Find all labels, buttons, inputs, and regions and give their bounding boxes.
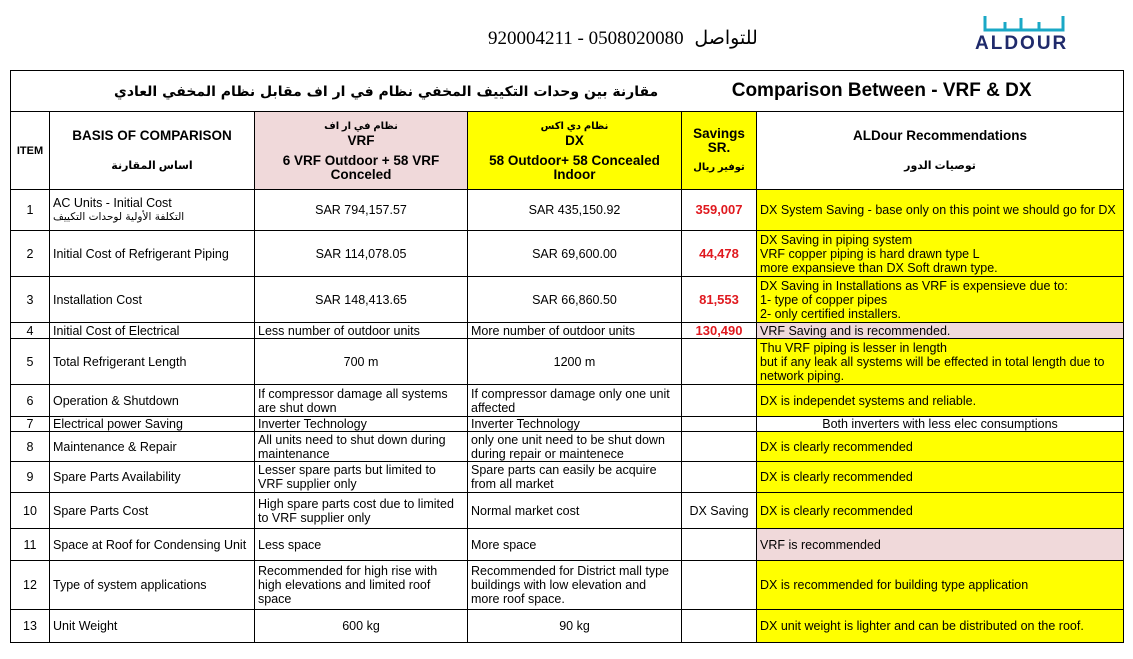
basis-cell: Installation Cost xyxy=(50,277,255,323)
savings-cell xyxy=(682,339,757,385)
basis-cell: Spare Parts Cost xyxy=(50,493,255,529)
item-number: 9 xyxy=(11,462,50,493)
basis-label-ar: اساس المقارنة xyxy=(111,159,193,172)
comparison-table xyxy=(10,70,1124,643)
recommendation-cell: DX is clearly recommended xyxy=(757,493,1124,529)
vrf-label-ar: نظام في ار اف xyxy=(324,120,398,132)
recommendation-cell: VRF is recommended xyxy=(757,529,1124,561)
item-number: 5 xyxy=(11,339,50,385)
dx-cell: Normal market cost xyxy=(468,493,682,529)
rec-label-ar: توصيات الدور xyxy=(904,159,976,172)
contact-label: للتواصل xyxy=(694,28,758,49)
basis-cell: Total Refrigerant Length xyxy=(50,339,255,385)
vrf-cell: High spare parts cost due to limited to VRF supplier only xyxy=(255,493,468,529)
logo-arabic-mark xyxy=(981,14,1069,32)
recommendation-cell: DX System Saving - base only on this point we should go for DX xyxy=(757,190,1124,231)
basis-cell: Spare Parts Availability xyxy=(50,462,255,493)
dx-label-title: DX xyxy=(565,132,584,148)
vrf-cell: SAR 794,157.57 xyxy=(255,190,468,231)
vrf-cell: SAR 114,078.05 xyxy=(255,231,468,277)
col-header-recommendations xyxy=(757,112,1124,190)
basis-cell: Space at Roof for Condensing Unit xyxy=(50,529,255,561)
dx-cell: 1200 m xyxy=(468,339,682,385)
vrf-cell: Lesser spare parts but limited to VRF supplier only xyxy=(255,462,468,493)
basis-cell: Operation & Shutdown xyxy=(50,385,255,417)
col-header-basis xyxy=(50,112,255,190)
table-row xyxy=(11,190,1124,231)
dx-cell: SAR 66,860.50 xyxy=(468,277,682,323)
basis-text: AC Units - Initial Cost xyxy=(53,196,172,210)
item-number: 6 xyxy=(11,385,50,417)
col-header-vrf xyxy=(255,112,468,190)
aldour-logo xyxy=(975,14,1073,54)
dx-cell: More number of outdoor units xyxy=(468,323,682,339)
savings-cell: 44,478 xyxy=(682,231,757,277)
basis-cell: Initial Cost of Electrical xyxy=(50,323,255,339)
savings-cell xyxy=(682,462,757,493)
vrf-cell: All units need to shut down during maintenance xyxy=(255,432,468,462)
table-row xyxy=(11,462,1124,493)
table-row xyxy=(11,561,1124,610)
header-row xyxy=(11,112,1124,190)
item-number: 7 xyxy=(11,417,50,432)
contact-info xyxy=(488,27,758,50)
item-number: 10 xyxy=(11,493,50,529)
item-number: 13 xyxy=(11,610,50,643)
basis-cell: Initial Cost of Refrigerant Piping xyxy=(50,231,255,277)
table-row xyxy=(11,385,1124,417)
col-header-dx xyxy=(468,112,682,190)
dx-cell: If compressor damage only one unit affected xyxy=(468,385,682,417)
dx-cell: Inverter Technology xyxy=(468,417,682,432)
title-arabic: مقارنة بين وحدات التكييف المخفي نظام في ار اف مقابل نظام المخفي العادي xyxy=(114,83,659,100)
dx-label-ar: نظام دي اكس xyxy=(540,120,609,132)
title-row xyxy=(11,71,1124,112)
table-row xyxy=(11,231,1124,277)
savings-cell: 359,007 xyxy=(682,190,757,231)
recommendation-cell: DX unit weight is lighter and can be distributed on the roof. xyxy=(757,610,1124,643)
dx-cell: More space xyxy=(468,529,682,561)
savings-cell xyxy=(682,529,757,561)
savings-cell xyxy=(682,610,757,643)
dx-cell: 90 kg xyxy=(468,610,682,643)
savings-cell xyxy=(682,561,757,610)
savings-cell xyxy=(682,385,757,417)
vrf-label-title: VRF xyxy=(347,132,375,148)
dx-cell: SAR 69,600.00 xyxy=(468,231,682,277)
dx-cell: Recommended for District mall type buildings with low elevation and more roof space. xyxy=(468,561,682,610)
table-row xyxy=(11,417,1124,432)
recommendation-cell: DX Saving in Installations as VRF is expensieve due to: 1- type of copper pipes 2- only certified installers. xyxy=(757,277,1124,323)
dx-label-desc: 58 Outdoor+ 58 Concealed Indoor xyxy=(489,152,660,182)
savings-label-en: Savings SR. xyxy=(693,125,745,155)
item-number: 12 xyxy=(11,561,50,610)
item-number: 2 xyxy=(11,231,50,277)
vrf-cell: SAR 148,413.65 xyxy=(255,277,468,323)
item-number: 3 xyxy=(11,277,50,323)
savings-cell: 81,553 xyxy=(682,277,757,323)
item-number: 1 xyxy=(11,190,50,231)
savings-cell: 130,490 xyxy=(682,323,757,339)
table-row xyxy=(11,323,1124,339)
savings-cell: DX Saving xyxy=(682,493,757,529)
item-number: 4 xyxy=(11,323,50,339)
recommendation-cell: DX is independet systems and reliable. xyxy=(757,385,1124,417)
table-row xyxy=(11,610,1124,643)
savings-cell xyxy=(682,432,757,462)
recommendation-cell: DX is recommended for building type application xyxy=(757,561,1124,610)
col-header-savings xyxy=(682,112,757,190)
vrf-cell: If compressor damage all systems are shut down xyxy=(255,385,468,417)
basis-cell: Unit Weight xyxy=(50,610,255,643)
item-number: 11 xyxy=(11,529,50,561)
savings-cell xyxy=(682,417,757,432)
vrf-label-desc: 6 VRF Outdoor + 58 VRF Conceled xyxy=(282,152,440,182)
basis-cell: Type of system applications xyxy=(50,561,255,610)
basis-text-ar: التكلفة الأولية لوحدات التكييف xyxy=(53,211,185,223)
logo-english: ALDOUR xyxy=(975,33,1069,54)
savings-label-ar: توفير ريال xyxy=(693,161,745,173)
dx-cell: Spare parts can easily be acquire from all market xyxy=(468,462,682,493)
table-row xyxy=(11,493,1124,529)
recommendation-cell: DX Saving in piping system VRF copper piping is hard drawn type L more expansieve than DX Soft drawn type. xyxy=(757,231,1124,277)
table-row xyxy=(11,277,1124,323)
title-english: Comparison Between - VRF & DX xyxy=(731,79,1032,101)
vrf-cell: 600 kg xyxy=(255,610,468,643)
recommendation-cell: Thu VRF piping is lesser in length but if any leak all systems will be effected in total length due to network piping. xyxy=(757,339,1124,385)
title-cell xyxy=(11,71,1124,112)
dx-cell: SAR 435,150.92 xyxy=(468,190,682,231)
basis-label-en: BASIS OF COMPARISON xyxy=(72,127,232,143)
recommendation-cell: Both inverters with less elec consumptions xyxy=(757,417,1124,432)
recommendation-cell: VRF Saving and is recommended. xyxy=(757,323,1124,339)
item-number: 8 xyxy=(11,432,50,462)
recommendation-cell: DX is clearly recommended xyxy=(757,462,1124,493)
basis-cell xyxy=(50,190,255,231)
table-row xyxy=(11,529,1124,561)
table-row xyxy=(11,339,1124,385)
vrf-cell: Less number of outdoor units xyxy=(255,323,468,339)
vrf-cell: 700 m xyxy=(255,339,468,385)
vrf-cell: Inverter Technology xyxy=(255,417,468,432)
rec-label-en: ALDour Recommendations xyxy=(853,127,1028,143)
basis-cell: Electrical power Saving xyxy=(50,417,255,432)
vrf-cell: Recommended for high rise with high elevations and limited roof space xyxy=(255,561,468,610)
contact-numbers: 920004211 - 0508020080 xyxy=(488,28,684,49)
col-header-item: ITEM xyxy=(11,112,50,190)
basis-cell: Maintenance & Repair xyxy=(50,432,255,462)
table-row xyxy=(11,432,1124,462)
dx-cell: only one unit need to be shut down during repair or maintenece xyxy=(468,432,682,462)
vrf-cell: Less space xyxy=(255,529,468,561)
recommendation-cell: DX is clearly recommended xyxy=(757,432,1124,462)
